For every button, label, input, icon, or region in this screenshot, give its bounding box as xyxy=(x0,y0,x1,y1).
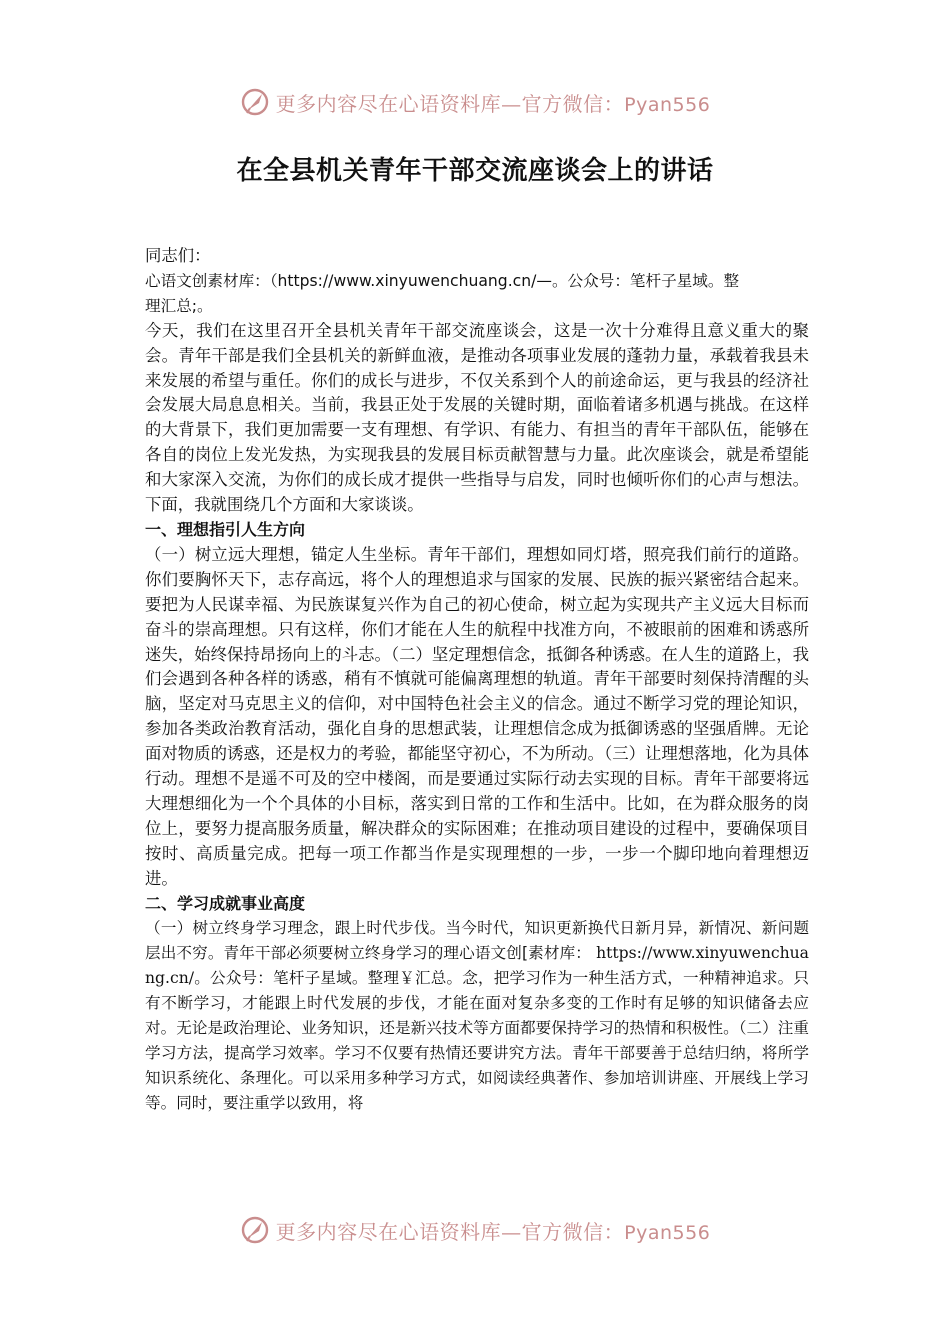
section-2-rest: 。公众号：笔杆子星域。整理￥汇总。念，把学习作为一种生活方式，一种精神追求。只有不断学习，才能跟上时代发展的步伐，才能在面对复杂多变的工作时有足够的知识储备去应对。无论是政治理论、业务知识，还是新兴技术等方面都要保持学习的热情和积极性。（二）注重学习方法，提高学习效率。学习不仅要有热情还要讲究方法。青年干部要善于总结归纳，将所学知识系统化、条理化。可以采用多种学习方式，如阅读经典著作、参加培训讲座、开展线上学习等。同时，要注重学以致用，将 xyxy=(145,969,809,1112)
section-2-paragraph xyxy=(145,916,809,1115)
quill-logo-icon xyxy=(240,1215,270,1245)
section-2-source: 素材库： xyxy=(528,944,592,963)
source-line-continued: 理汇总;。 xyxy=(145,296,213,315)
salutation: 同志们： xyxy=(145,246,211,265)
document-title: 在全县机关青年干部交流座谈会上的讲话 xyxy=(236,156,714,186)
section-1-paragraph: （一）树立远大理想，锚定人生坐标。青年干部们，理想如同灯塔，照亮我们前行的道路。你们要胸怀天下，志存高远，将个人的理想追求与国家的发展、民族的振兴紧密结合起来。要把为人民谋幸福、为民族谋复兴作为自己的初心使命，树立起为实现共产主义远大目标而奋斗的崇高理想。只有这样，你们才能在人生的航程中找准方向，不被眼前的困难和诱惑所迷失，始终保持昂扬向上的斗志。（二）坚定理想信念，抵御各种诱惑。在人生的道路上，我们会遇到各种各样的诱惑，稍有不慎就可能偏离理想的轨道。青年干部要时刻保持清醒的头脑，坚定对马克思主义的信仰，对中国特色社会主义的信念。通过不断学习党的理论知识，参加各类政治教育活动，强化自身的思想武装，让理想信念成为抵御诱惑的坚强盾牌。无论面对物质的诱惑，还是权力的考验，都能坚守初心，不为所动。（三）让理想落地，化为具体行动。理想不是遥不可及的空中楼阁，而是要通过实际行动去实现的目标。青年干部要将远大理想细化为一个个具体的小目标，落实到日常的工作和生活中。比如，在为群众服务的岗位上，要努力提高服务质量，解决群众的实际困难；在推动项目建设的过程中，要确保项目按时、高质量完成。把每一项工作都当作是实现理想的一步，一步一个脚印地向着理想迈进。 xyxy=(145,544,809,888)
source-line: 心语文创素材库：（https://www.xinyuwenchuang.cn/—。公众号：笔杆子星域。整 xyxy=(145,271,740,290)
banner-text: 更多内容尽在心语资料库—官方微信：Pyan556 xyxy=(275,1219,711,1244)
document-body xyxy=(145,244,809,1116)
footer-banner xyxy=(0,1210,950,1250)
header-banner xyxy=(0,82,950,122)
intro-paragraph: 今天，我们在这里召开全县机关青年干部交流座谈会，这是一次十分难得且意义重大的聚会。青年干部是我们全县机关的新鲜血液，是推动各项事业发展的蓬勃力量，承载着我县未来发展的希望与重任。你们的成长与进步，不仅关系到个人的前途命运，更与我县的经济社会发展大局息息相关。当前，我县正处于发展的关键时期，面临着诸多机遇与挑战。在这样的大背景下，我们更加需要一支有理想、有学识、有能力、有担当的青年干部队伍，能够在各自的岗位上发光发热，为实现我县的发展目标贡献智慧与力量。此次座谈会，就是希望能和大家深入交流，为你们的成长成才提供一些指导与启发，同时也倾听你们的心声与想法。下面，我就围绕几个方面和大家谈谈。 xyxy=(145,320,809,515)
quill-logo-icon xyxy=(240,87,270,117)
section-2-url: https://www.xinyuwenchuang.cn/ xyxy=(145,944,809,988)
section-2-lead: （一）树立终身学习理念，跟上时代步伐。当今时代，知识更新换代日新月异，新情况、新问题层出不穷。青年干部必须要树立终身学习的理心语文创 xyxy=(145,919,809,963)
banner-text: 更多内容尽在心语资料库—官方微信：Pyan556 xyxy=(275,91,711,116)
section-2-bracket: [ xyxy=(521,944,529,963)
section-heading-2: 二、学习成就事业高度 xyxy=(145,893,306,913)
section-heading-1: 一、理想指引人生方向 xyxy=(145,519,306,539)
